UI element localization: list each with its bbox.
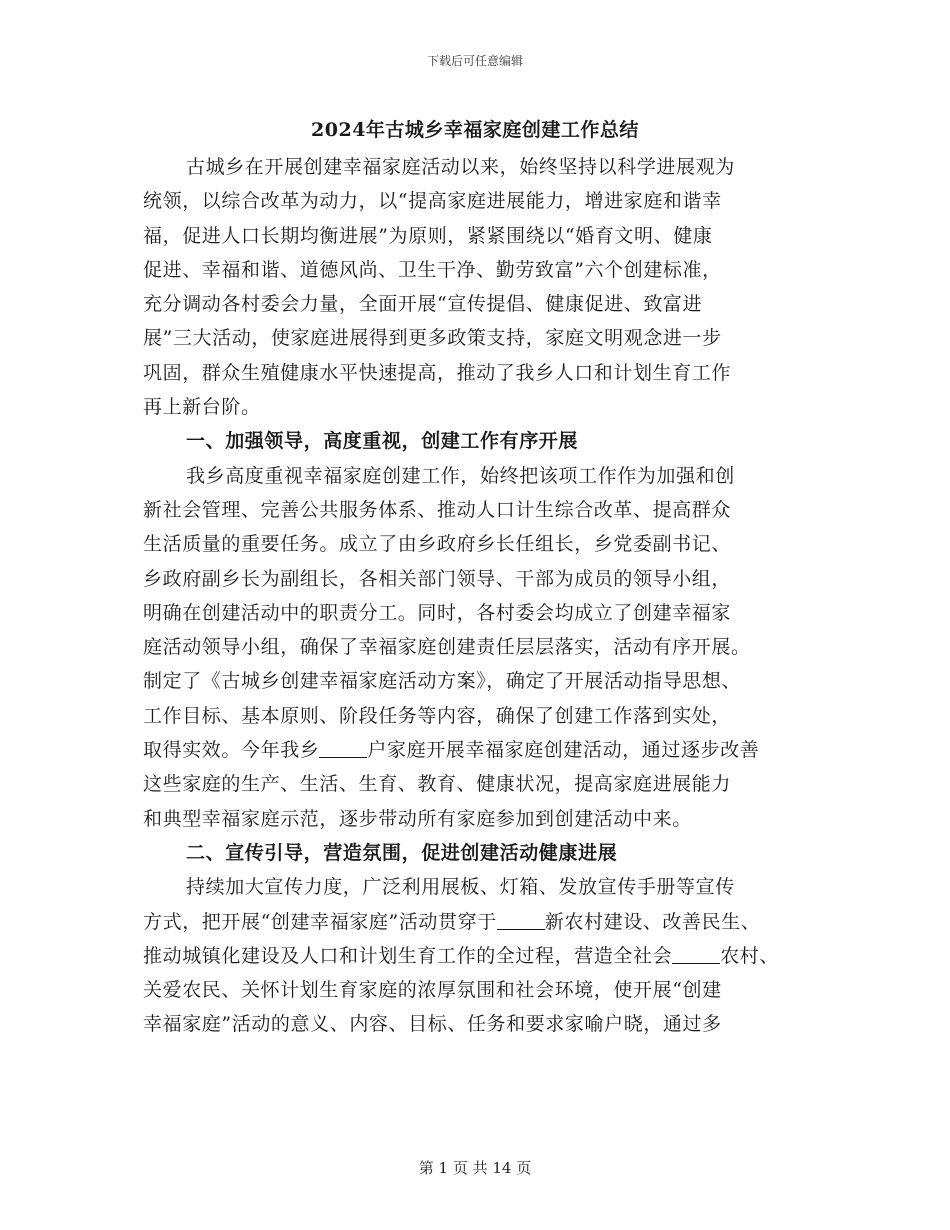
section2-line: 幸福家庭”活动的意义、内容、目标、任务和要求家喻户晓，通过多 (143, 1013, 722, 1036)
section2-text-fragment: 新农村建设、改善民生、 (544, 910, 761, 933)
section2-line: 持续加大宣传力度，广泛利用展板、灯箱、发放宣传手册等宣传 (186, 876, 735, 899)
section1-line: 我乡高度重视幸福家庭创建工作，始终把该项工作作为加强和创 (186, 464, 735, 487)
intro-line: 福，促进人口长期均衡进展”为原则，紧紧围绕以“婚育文明、健康 (143, 224, 713, 247)
section1-text-fragment: 户家庭开展幸福家庭创建活动，通过逐步改善 (367, 739, 760, 762)
section1-line: 新社会管理、完善公共服务体系、推动人口计生综合改革、提高群众 (143, 498, 732, 521)
section1-line: 明确在创建活动中的职责分工。同时，各村委会均成立了创建幸福家 (143, 601, 732, 624)
intro-line: 统领，以综合改革为动力，以“提高家庭进展能力，增进家庭和谐幸 (143, 190, 722, 213)
section1-line: 和典型幸福家庭示范，逐步带动所有家庭参加到创建活动中来。 (143, 807, 692, 830)
document-title: 2024年古城乡幸福家庭创建工作总结 (311, 119, 639, 141)
fill-in-blank (672, 947, 720, 964)
section1-line: 庭活动领导小组，确保了幸福家庭创建责任层层落实，活动有序开展。 (143, 636, 751, 659)
intro-line: 充分调动各村委会力量，全面开展“宣传提倡、健康促进、致富进 (143, 293, 703, 316)
intro-line: 展”三大活动，使家庭进展得到更多政策支持，家庭文明观念进一步 (143, 327, 722, 350)
section1-line: 生活质量的重要任务。成立了由乡政府乡长任组长，乡党委副书记、 (143, 533, 732, 556)
section2-line: 关爱农民、关怀计划生育家庭的浓厚氛围和社会环境，使开展“创建 (143, 979, 722, 1002)
intro-line: 巩固，群众生殖健康水平快速提高，推动了我乡人口和计划生育工作 (143, 361, 732, 384)
section-heading-2: 二、宣传引导，营造氛围，促进创建活动健康进展 (186, 841, 618, 864)
header-note: 下载后可任意编辑 (426, 54, 523, 68)
section-heading-1: 一、加强领导，高度重视，创建工作有序开展 (186, 430, 579, 453)
page-footer: 第 1 页 共 14 页 (418, 1159, 532, 1177)
section2-blank-line (143, 905, 808, 939)
section1-line: 工作目标、基本原则、阶段任务等内容，确保了创建工作落到实处， (143, 704, 732, 727)
section1-line: 乡政府副乡长为副组长，各相关部门领导、干部为成员的领导小组， (143, 567, 732, 590)
section1-blank-line (143, 733, 808, 767)
section1-text-fragment: 取得实效。今年我乡 (143, 739, 320, 762)
section2-text-fragment: 方式，把开展“创建幸福家庭”活动贯穿于 (143, 910, 497, 933)
document-body (143, 150, 808, 1042)
intro-line: 促进、幸福和谐、道德风尚、卫生干净、勤劳致富”六个创建标准， (143, 258, 722, 281)
intro-line: 再上新台阶。 (143, 396, 261, 419)
fill-in-blank (319, 741, 367, 758)
section1-line: 制定了《古城乡创建幸福家庭活动方案》，确定了开展活动指导思想、 (143, 670, 742, 693)
section2-blank-line (143, 939, 808, 973)
section2-text-fragment: 推动城镇化建设及人口和计划生育工作的全过程，营造全社会 (143, 944, 673, 967)
section2-text-fragment: 农村、 (720, 944, 780, 967)
fill-in-blank (497, 913, 545, 930)
intro-line: 古城乡在开展创建幸福家庭活动以来，始终坚持以科学进展观为 (186, 156, 735, 178)
section1-line: 这些家庭的生产、生活、生育、教育、健康状况，提高家庭进展能力 (143, 773, 732, 796)
